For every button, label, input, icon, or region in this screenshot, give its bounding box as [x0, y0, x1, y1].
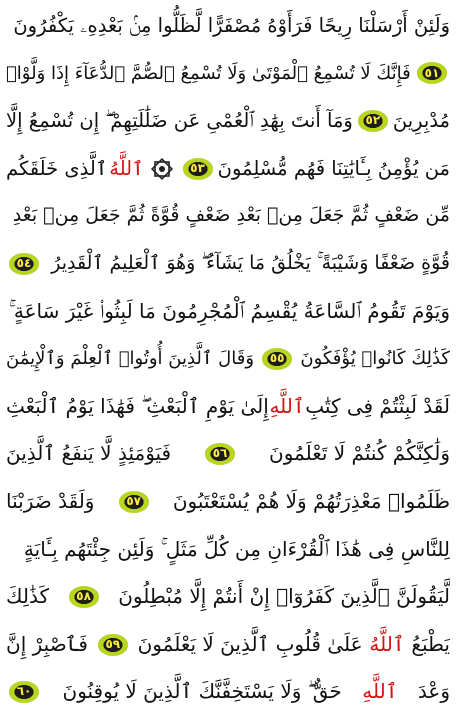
verse-text: وَلَئِنْ أَرْسَلْنَا رِيحًا فَرَأَوْهُ مُصْفَرًّا لَّظَلُّوا مِنۢ بَعْدِهِۦ يَكْفُرُونَ	[13, 14, 450, 37]
verse-line	[6, 97, 450, 145]
verse-line	[6, 526, 450, 574]
verse-text: مِّن ضَعْفٍ ثُمَّ جَعَلَ مِنۢ بَعْدِ ضَعْفٍ قُوَّةً ثُمَّ جَعَلَ مِنۢ بَعْدِ	[12, 204, 450, 227]
verse-text: وَلَٰكِنَّكُمْ كُنتُمْ لَا تَعْلَمُونَ	[269, 441, 450, 466]
ayah-number-marker	[417, 62, 447, 84]
ayah-number-marker	[262, 348, 292, 370]
verse-line	[6, 668, 450, 716]
verse-text: إِلَىٰ يَوْمِ ٱلْبَعْثِ ۖ فَهَٰذَا يَوْمُ ٱلْبَعْثِ	[6, 393, 269, 418]
ayah-number: ٥٥	[269, 351, 285, 366]
verse-line	[6, 2, 450, 50]
verse-text: لَّيَقُولَنَّ ٱلَّذِينَ كَفَرُوٓا۟ إِنْ أَنتُمْ إِلَّا مُبْطِلُونَ	[118, 584, 450, 609]
ayah-number: ٥٦	[212, 446, 228, 461]
verse-text: فَإِنَّكَ لَا تُسْمِعُ ٱلْمَوْتَىٰ وَلَا تُسْمِعُ ٱلصُّمَّ ٱلدُّعَآءَ إِذَا وَلَّوْا۟	[6, 62, 411, 84]
ayah-number-marker	[183, 158, 213, 180]
verse-text: ٱلَّذِى خَلَقَكُم	[6, 156, 108, 180]
verse-text: وَعْدَ	[417, 679, 450, 704]
verse-text: كَذَٰلِكَ كَانُوا۟ يُؤْفَكُونَ	[300, 348, 450, 370]
divine-name: ٱللَّهِ	[362, 679, 398, 704]
verse-text: مَن يُؤْمِنُ بِـَٔايَٰتِنَا فَهُم مُّسْلِمُونَ	[217, 156, 450, 180]
verse-text: وَمَآ أَنتَ بِهَٰدِ ٱلْعُمْىِ عَن ضَلَٰلَتِهِمْ ۖ إِن تُسْمِعُ إِلَّا	[6, 109, 353, 133]
verse-line	[6, 478, 450, 526]
verse-text: وَقَالَ ٱلَّذِينَ أُوتُوا۟ ٱلْعِلْمَ وَٱلْإِيمَٰنَ	[6, 348, 255, 370]
verse-text: فَيَوْمَئِذٍ لَّا يَنفَعُ ٱلَّذِينَ	[6, 441, 172, 466]
verse-line	[6, 383, 450, 431]
ayah-number: ٥٣	[190, 160, 205, 175]
ayah-number: ٥٢	[365, 113, 381, 128]
ayah-number: ٥٩	[105, 636, 121, 651]
ayah-number: ٥١	[424, 65, 440, 80]
verse-line	[6, 288, 450, 336]
ayah-number-marker	[9, 681, 39, 703]
verse-line	[6, 430, 450, 478]
verse-line	[6, 240, 450, 288]
verse-line	[6, 335, 450, 383]
verse-text: لِلنَّاسِ فِى هَٰذَا ٱلْقُرْءَانِ مِن كُلِّ مَثَلٍ ۚ وَلَئِن جِئْتَهُم بِـَٔايَةٍ	[23, 536, 450, 561]
verse-line	[6, 621, 450, 669]
ayah-number: ٥٨	[76, 589, 91, 604]
ayah-number: ٦٠	[16, 684, 32, 699]
ayah-number: ٥٤	[16, 255, 32, 270]
ayah-number-marker	[358, 110, 388, 132]
ayah-number: ٥٧	[126, 493, 141, 508]
verse-text: فَٱصْبِرْ إِنَّ	[6, 631, 88, 656]
verse-line	[6, 145, 450, 193]
divine-name: ٱللَّهُ	[109, 156, 144, 180]
ayah-number-marker	[9, 253, 39, 275]
verse-text: عَلَىٰ قُلُوبِ ٱلَّذِينَ لَا يَعْلَمُونَ	[137, 631, 363, 656]
verse-text: يَطْبَعُ	[411, 631, 450, 656]
verse-line	[6, 573, 450, 621]
verse-text: وَيَوْمَ تَقُومُ ٱلسَّاعَةُ يُقْسِمُ ٱلْمُجْرِمُونَ مَا لَبِثُوا۟ غَيْرَ سَاعَةٍ ۚ	[8, 298, 450, 323]
ayah-number-marker	[205, 443, 235, 465]
verse-line	[6, 192, 450, 240]
verse-text: لَقَدْ لَبِثْتُمْ فِى كِتَٰبِ	[305, 393, 450, 418]
divine-name: ٱللَّهُ	[369, 631, 405, 656]
verse-text: حَقٌّ ۖ وَلَا يَسْتَخِفَّنَّكَ ٱلَّذِينَ لَا يُوقِنُونَ	[62, 679, 342, 704]
verse-text: كَذَٰلِكَ	[6, 584, 49, 609]
verse-text: وَلَقَدْ ضَرَبْنَا	[6, 488, 95, 513]
ayah-number-marker	[69, 586, 99, 608]
verse-line	[6, 50, 450, 98]
rub-el-hizb-icon	[149, 156, 175, 182]
verse-text: قُوَّةٍ ضَعْفًا وَشَيْبَةً ۚ يَخْلُقُ مَا يَشَآءُ ۖ وَهُوَ ٱلْعَلِيمُ ٱلْقَدِيرُ	[51, 251, 450, 274]
verse-text: ظَلَمُوا۟ مَعْذِرَتُهُمْ وَلَا هُمْ يُسْتَعْتَبُونَ	[172, 488, 450, 513]
ayah-number-marker	[119, 491, 149, 513]
verse-text: مُدْبِرِينَ	[392, 109, 450, 133]
divine-name: ٱللَّهِ	[269, 393, 305, 418]
ayah-number-marker	[98, 634, 128, 656]
